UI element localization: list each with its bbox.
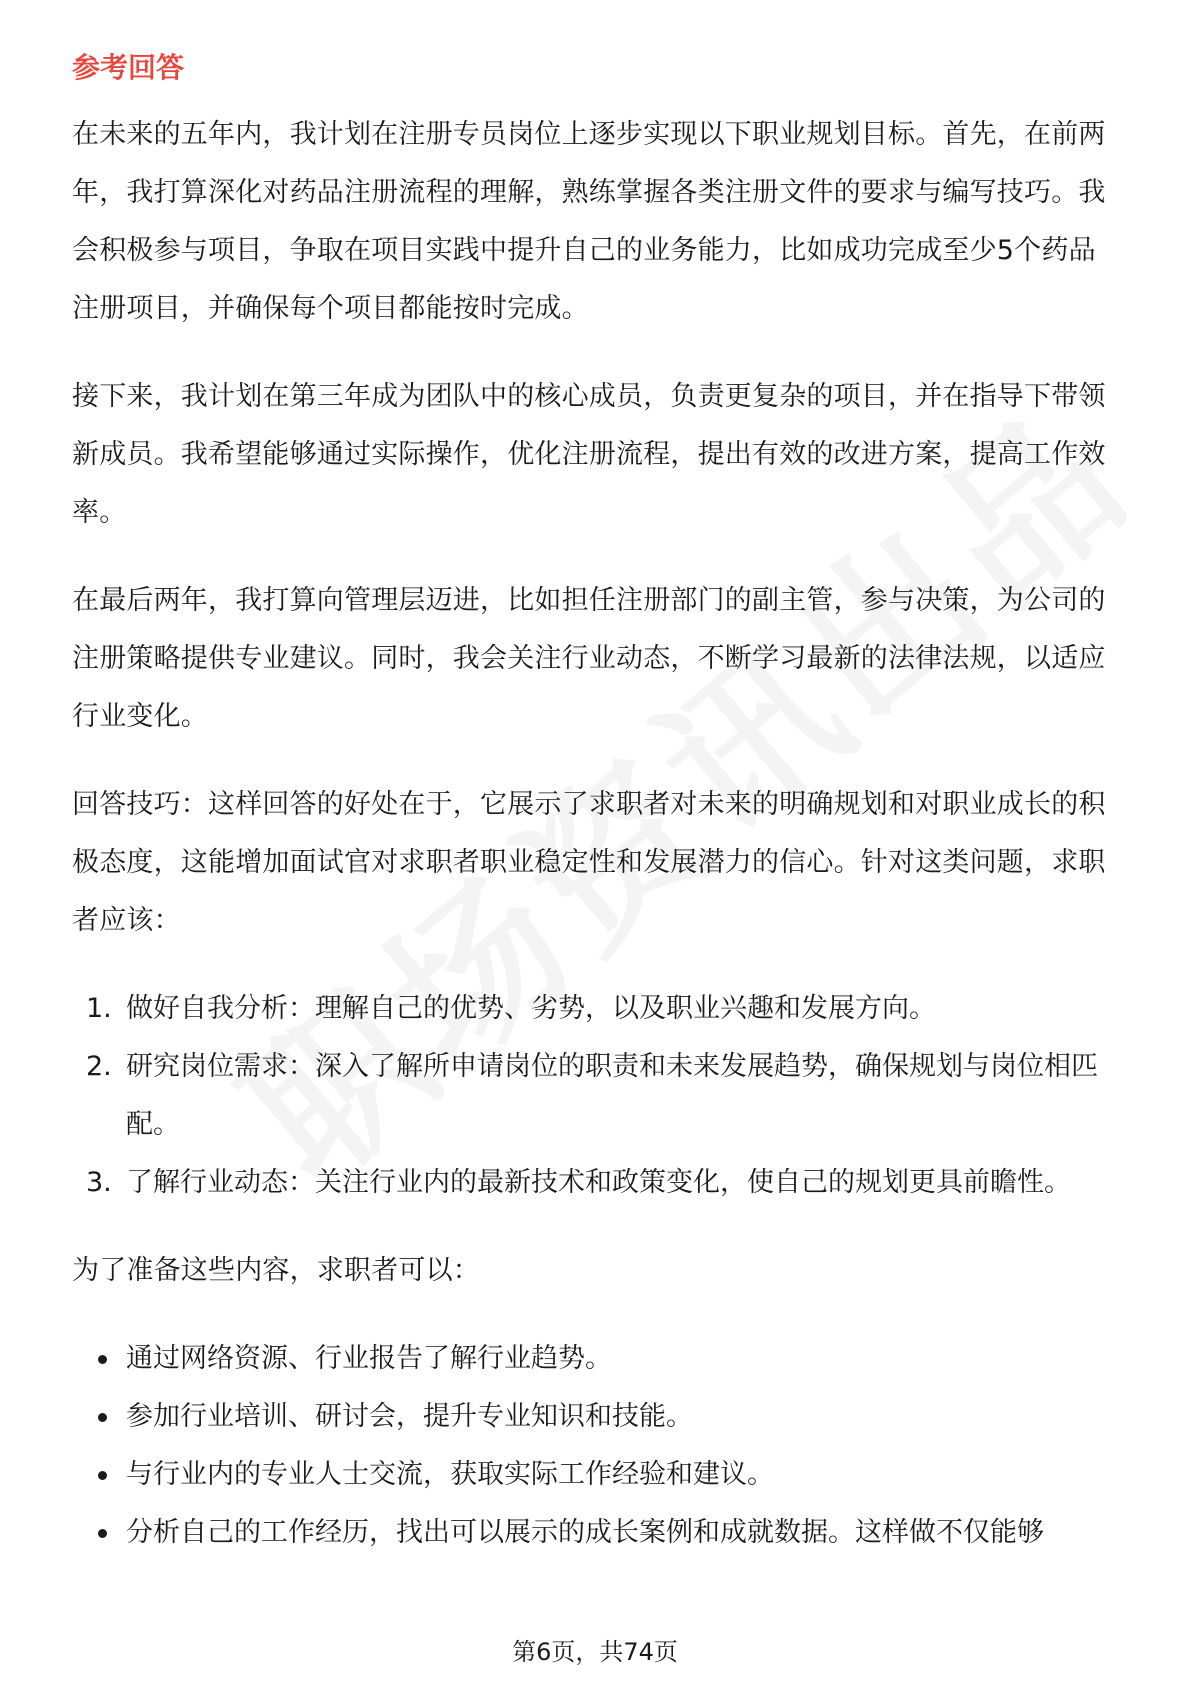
list-number: 3. (86, 1167, 112, 1198)
list-item (72, 1446, 1122, 1504)
list-item-text: 做好自我分析：理解自己的优势、劣势，以及职业兴趣和发展方向。 (126, 993, 936, 1024)
list-item (72, 1038, 1122, 1154)
list-item-text: 了解行业动态：关注行业内的最新技术和政策变化，使自己的规划更具前瞻性。 (126, 1167, 1071, 1198)
bullet-icon (98, 1355, 107, 1364)
list-number: 2. (86, 1051, 112, 1082)
bullet-icon (98, 1413, 107, 1422)
list-number: 1. (86, 993, 112, 1024)
preparation-paragraph: 为了准备这些内容，求职者可以： (72, 1255, 480, 1286)
list-item-text: 分析自己的工作经历，找出可以展示的成长案例和成就数据。这样做不仅能够 (126, 1517, 1044, 1548)
list-item-text: 研究岗位需求：深入了解所申请岗位的职责和未来发展趋势，确保规划与岗位相匹配。 (126, 1051, 1098, 1140)
paragraph-3: 在最后两年，我打算向管理层迈进，比如担任注册部门的副主管，参与决策，为公司的注册策略提供专业建议。同时，我会关注行业动态，不断学习最新的法律法规，以适应行业变化。 (72, 585, 1106, 732)
section-title: 参考回答 (72, 51, 185, 84)
list-item (72, 1330, 1122, 1388)
list-item (72, 1154, 1122, 1212)
paragraph-1: 在未来的五年内，我计划在注册专员岗位上逐步实现以下职业规划目标。首先，在前两年，我打算深化对药品注册流程的理解，熟练掌握各类注册文件的要求与编写技巧。我会积极参与项目，争取在项目实践中提升自己的业务能力，比如成功完成至少5个药品注册项目，并确保每个项目都能按时完成。 (72, 119, 1106, 324)
list-item-text: 通过网络资源、行业报告了解行业趋势。 (126, 1343, 612, 1374)
list-item (72, 1388, 1122, 1446)
paragraph-2: 接下来，我计划在第三年成为团队中的核心成员，负责更复杂的项目，并在指导下带领新成员。我希望能够通过实际操作，优化注册流程，提出有效的改进方案，提高工作效率。 (72, 381, 1106, 528)
bullet-list (72, 1330, 1122, 1562)
bullet-icon (98, 1471, 107, 1480)
list-item-text: 与行业内的专业人士交流，获取实际工作经验和建议。 (126, 1459, 774, 1490)
page-number-footer: 第6页，共74页 (512, 1638, 678, 1666)
page-content (72, 48, 1122, 1562)
bullet-icon (98, 1529, 107, 1538)
answer-tips-paragraph: 回答技巧：这样回答的好处在于，它展示了求职者对未来的明确规划和对职业成长的积极态度，这能增加面试官对求职者职业稳定性和发展潜力的信心。针对这类问题，求职者应该： (72, 789, 1106, 936)
ordered-list (72, 980, 1122, 1212)
list-item-text: 参加行业培训、研讨会，提升专业知识和技能。 (126, 1401, 693, 1432)
list-item (72, 980, 1122, 1038)
list-item (72, 1504, 1122, 1562)
